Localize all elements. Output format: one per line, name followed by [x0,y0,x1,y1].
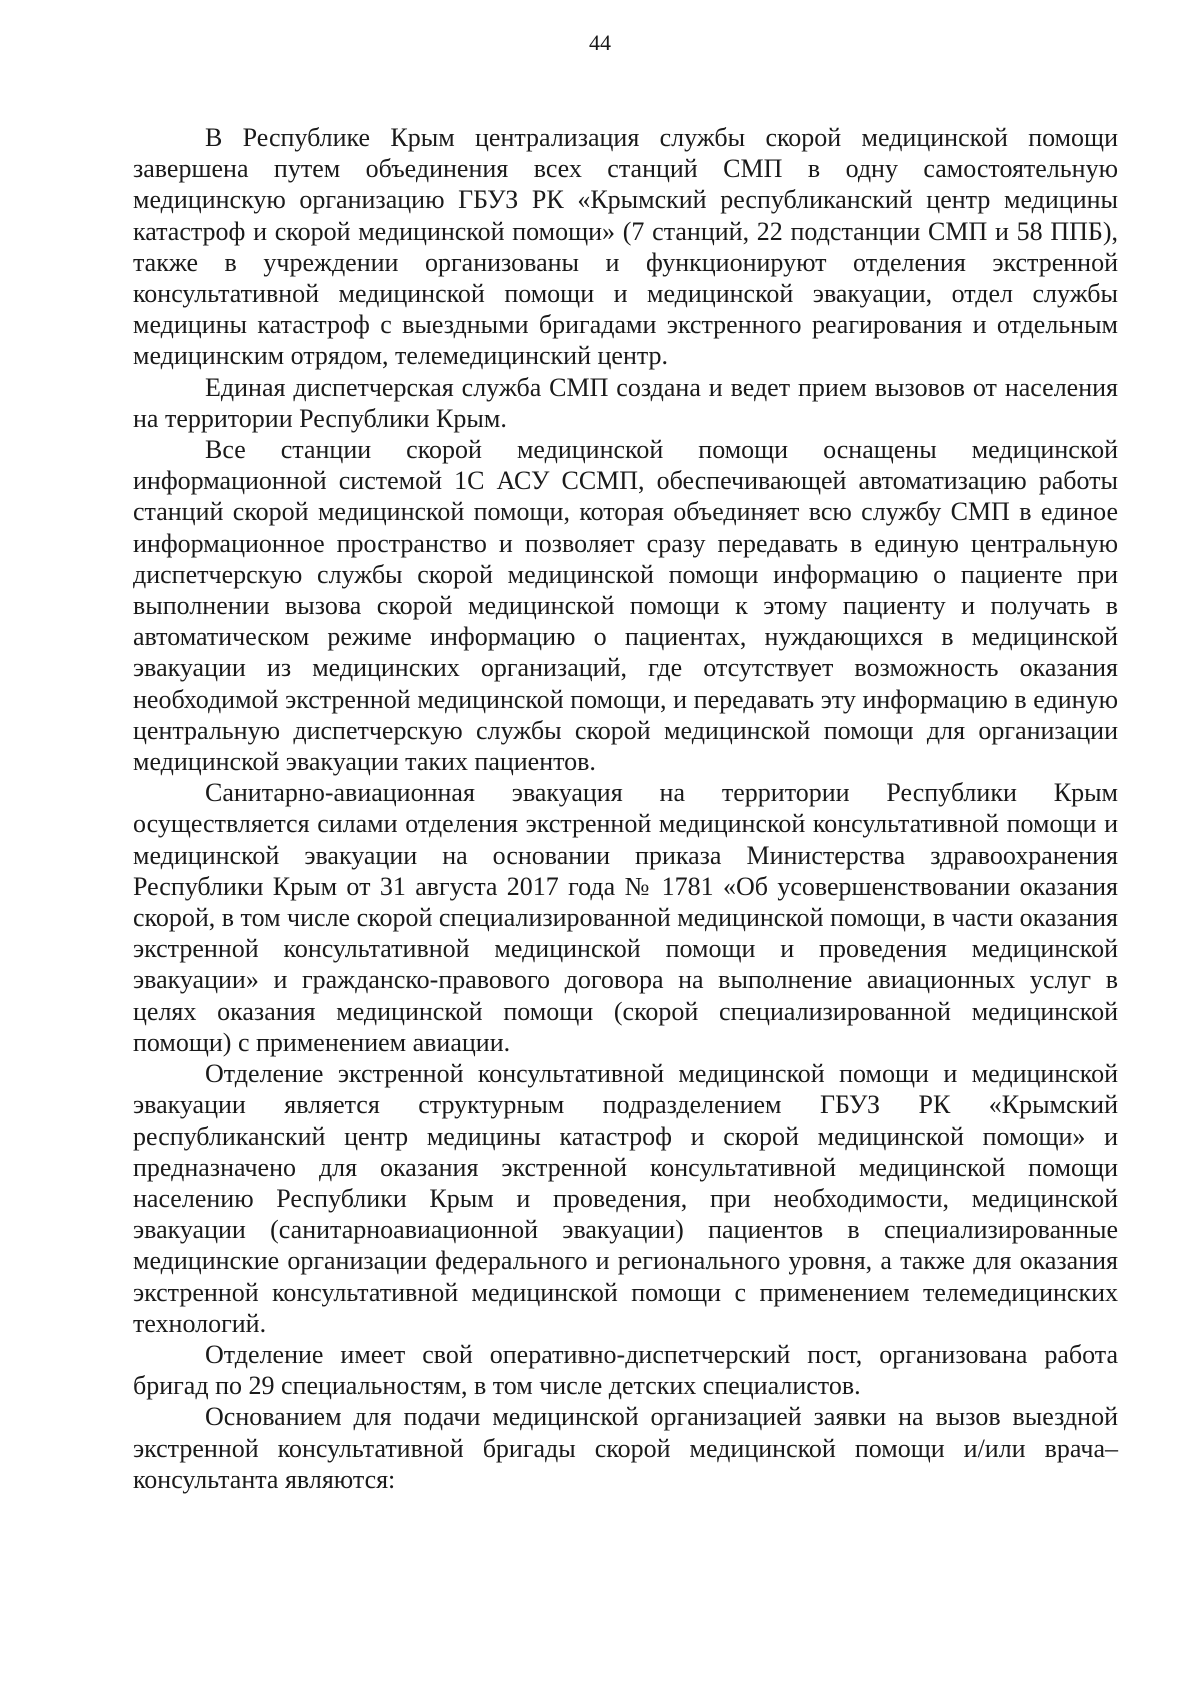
paragraph-information-system: Все станции скорой медицинской помощи оснащены медицинской информационной системой 1С АСУ ССМП, обеспечивающей автоматизацию работы станций скорой медицинской помощи, которая объединяет всю службу СМП в единое информационное пространство и позволяет сразу передавать в единую центральную диспетчерскую службы скорой медицинской помощи информацию о пациенте при выполнении вызова скорой медицинской помощи к этому пациенту и получать в автоматическом режиме информацию о пациентах, нуждающихся в медицинской эвакуации из медицинских организаций, где отсутствует возможность оказания необходимой экстренной медицинской помощи, и передавать эту информацию в единую центральную диспетчерскую службы скорой медицинской помощи для организации медицинской эвакуации таких пациентов. [133,435,1118,777]
paragraph-grounds-for-call: Основанием для подачи медицинской организацией заявки на вызов выездной экстренной консультативной бригады скорой медицинской помощи и/или врача– консультанта являются: [133,1402,1118,1494]
page-number: 44 [589,30,611,55]
paragraph-department-structure: Отделение экстренной консультативной медицинской помощи и медицинской эвакуации является структурным подразделением ГБУЗ РК «Крымский республиканский центр медицины катастроф и скорой медицинской помощи» и предназначено для оказания экстренной консультативной медицинской помощи населению Республики Крым и проведения, при необходимости, медицинской эвакуации (санитарноавиационной эвакуации) пациентов в специализированные медицинские организации федерального и регионального уровня, а также для оказания экстренной консультативной медицинской помощи с применением телемедицинских технологий. [133,1059,1118,1338]
paragraph-dispatch-service: Единая диспетчерская служба СМП создана и ведет прием вызовов от населения на территории Республики Крым. [133,372,1118,433]
paragraph-centralization: В Республике Крым централизация службы скорой медицинской помощи завершена путем объединения всех станций СМП в одну самостоятельную медицинскую организацию ГБУЗ РК «Крымский республиканский центр медицины катастроф и скорой медицинской помощи» (7 станций, 22 подстанции СМП и 58 ППБ), также в учреждении организованы и функционируют отделения экстренной консультативной медицинской помощи и медицинской эвакуации, отдел службы медицины катастроф с выездными бригадами экстренного реагирования и отдельным медицинским отрядом, телемедицинский центр. [133,123,1118,371]
document-body [133,122,1118,1495]
paragraph-dispatch-post: Отделение имеет свой оперативно-диспетчерский пост, организована работа бригад по 29 специальностям, в том числе детских специалистов. [133,1339,1118,1401]
paragraph-air-ambulance: Санитарно-авиационная эвакуация на территории Республики Крым осуществляется силами отделения экстренной медицинской консультативной помощи и медицинской эвакуации на основании приказа Министерства здравоохранения Республики Крым от 31 августа 2017 года № 1781 «Об усовершенствовании оказания скорой, в том числе скорой специализированной медицинской помощи, в части оказания экстренной консультативной медицинской помощи и проведения медицинской эвакуации» и гражданско-правового договора на выполнение авиационных услуг в целях оказания медицинской помощи (скорой специализированной медицинской помощи) с применением авиации. [133,778,1118,1057]
